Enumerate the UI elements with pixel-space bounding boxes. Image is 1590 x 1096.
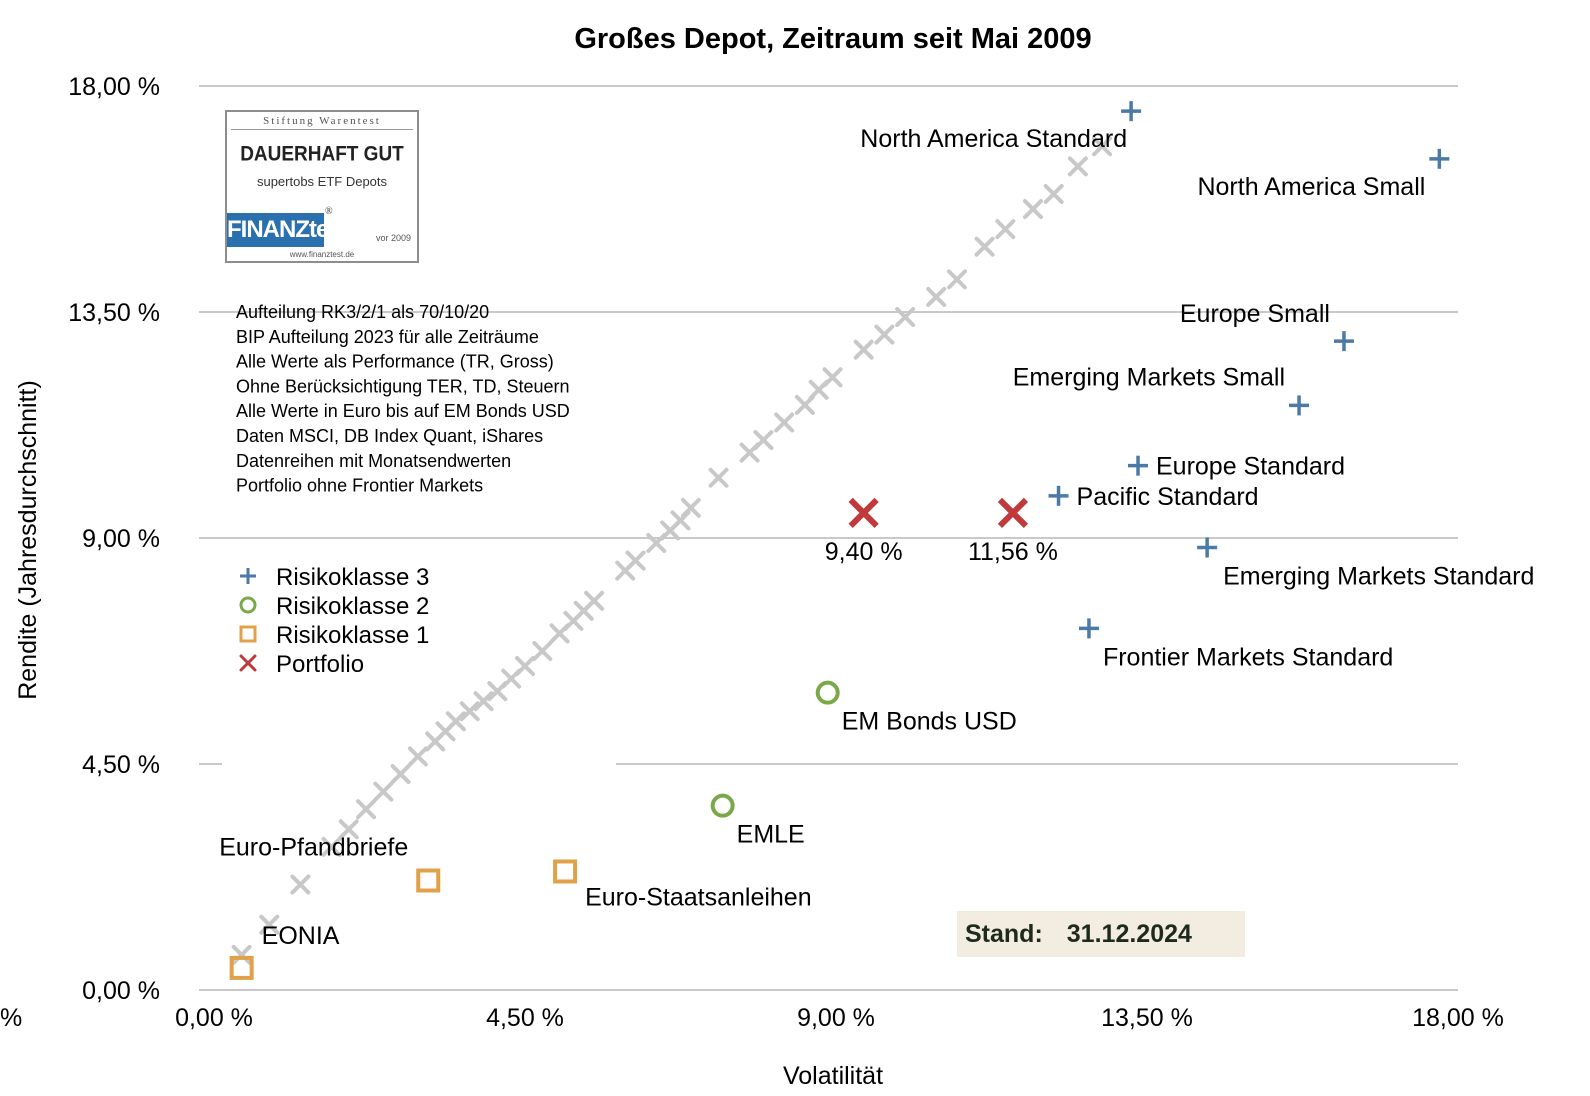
legend-entry: Portfolio: [276, 651, 365, 678]
legend-entry: Risikoklasse 1: [276, 622, 430, 649]
y-tick-label: 18,00 %: [68, 73, 160, 101]
point-label: 9,40 %: [824, 537, 903, 566]
diagonal-point: [1046, 186, 1062, 202]
diagonal-point: [476, 693, 492, 709]
note-line: Daten MSCI, DB Index Quant, iShares: [236, 426, 544, 446]
data-point: [818, 683, 838, 703]
point-label: EM Bonds USD: [841, 707, 1017, 736]
data-point: [1289, 395, 1309, 415]
data-point: [1334, 331, 1354, 351]
circle-marker: [713, 796, 733, 816]
legend-marker: [241, 598, 255, 612]
stand-date: 31.12.2024: [1066, 920, 1192, 948]
diagonal-point: [234, 947, 250, 963]
legend-entry: Risikoklasse 2: [276, 593, 430, 620]
seal-divider: [231, 129, 413, 130]
point-label: Euro-Pfandbriefe: [219, 833, 409, 862]
diagonal-point: [876, 327, 892, 343]
x-tick-label-edge: %: [0, 1004, 23, 1032]
diagonal-point: [977, 239, 993, 255]
note-line: Alle Werte als Performance (TR, Gross): [236, 351, 554, 372]
diagonal-point: [755, 432, 771, 448]
chart-title: Großes Depot, Zeitraum seit Mai 2009: [574, 23, 1092, 55]
point-label: Emerging Markets Small: [1012, 363, 1286, 392]
diagonal-point: [393, 766, 409, 782]
note-line: Aufteilung RK3/2/1 als 70/10/20: [236, 302, 490, 322]
y-tick-label: 0,00 %: [82, 977, 160, 1005]
point-label: EONIA: [261, 921, 340, 950]
data-point: [1049, 486, 1069, 506]
note-line: Datenreihen mit Monatsendwerten: [236, 450, 512, 471]
diagonal-point: [410, 748, 426, 764]
point-label: Europe Standard: [1156, 452, 1346, 481]
x-tick-label: 4,50 %: [486, 1004, 564, 1032]
legend-marker: [240, 568, 256, 584]
seal-sub-text: supertobs ETF Depots: [256, 174, 388, 189]
diagonal-point: [517, 658, 533, 674]
finanztest-seal: [225, 110, 419, 263]
point-label: Frontier Markets Standard: [1102, 643, 1394, 672]
x-tick-label: 9,00 %: [797, 1004, 875, 1032]
data-point: [1079, 618, 1099, 638]
notes-block: [236, 302, 570, 496]
diagonal-point: [683, 500, 699, 516]
x-tick-label: 13,50 %: [1101, 1004, 1193, 1032]
diagonal-point: [375, 784, 391, 800]
data-point: [1000, 500, 1026, 526]
square-marker: [241, 627, 255, 641]
stand-label: Stand:: [965, 920, 1043, 948]
note-line: BIP Aufteilung 2023 für alle Zeiträume: [236, 326, 539, 347]
data-point: [713, 796, 733, 816]
stand-date-box: [957, 911, 1245, 957]
diagonal-point: [358, 801, 374, 817]
data-point: [1197, 538, 1217, 558]
diagonal-point: [997, 221, 1013, 237]
x-tick-label: 0,00 %: [175, 1004, 253, 1032]
seal-top-text: Stiftung Warentest: [263, 115, 381, 127]
seal-main-text: DAUERHAFT GUT: [240, 142, 404, 166]
circle-marker: [241, 598, 255, 612]
point-label: Pacific Standard: [1076, 482, 1259, 511]
data-point: [1128, 456, 1148, 476]
registered-mark-icon: ®: [325, 206, 333, 217]
point-label: North America Standard: [860, 125, 1128, 154]
diagonal-point: [776, 414, 792, 430]
data-point: [555, 861, 575, 881]
y-tick-label: 9,00 %: [82, 525, 160, 553]
circle-marker: [818, 683, 838, 703]
x-axis-label: Volatilität: [782, 1062, 884, 1090]
seal-brand-logo: FINANZtest: [227, 213, 324, 247]
legend: [240, 564, 429, 678]
diagonal-point: [711, 470, 727, 486]
legend-marker: [241, 656, 255, 670]
diagonal-point: [448, 713, 464, 729]
point-label: Emerging Markets Standard: [1223, 562, 1535, 591]
diagonal-point: [949, 271, 965, 287]
diagonal-point: [928, 289, 944, 305]
y-axis-label: Rendite (Jahresdurchschnitt): [14, 380, 42, 700]
diagonal-point: [628, 553, 644, 569]
note-line: Ohne Berücksichtigung TER, TD, Steuern: [236, 376, 570, 397]
diagonal-point: [462, 703, 478, 719]
diagonal-point: [292, 877, 308, 893]
y-tick-label: 4,50 %: [82, 751, 160, 779]
square-marker: [555, 861, 575, 881]
note-line: Alle Werte in Euro bis auf EM Bonds USD: [236, 401, 570, 422]
diagonal-point: [1070, 158, 1086, 174]
x-tick-label: 18,00 %: [1412, 1004, 1504, 1032]
legend-marker: [241, 627, 255, 641]
data-point: [418, 871, 438, 891]
point-label: EMLE: [736, 820, 805, 849]
seal-url-text: www.finanztest.de: [289, 250, 355, 259]
diagonal-point: [586, 593, 602, 609]
legend-entry: Risikoklasse 3: [276, 564, 430, 591]
diagonal-point: [856, 342, 872, 358]
diagonal-point: [825, 369, 841, 385]
point-label: 11,56 %: [967, 537, 1058, 566]
data-point: [851, 500, 877, 526]
point-label: Europe Small: [1179, 300, 1330, 329]
seal-date-text: vor 2009: [375, 233, 411, 243]
point-label: North America Small: [1197, 172, 1426, 201]
square-marker: [418, 871, 438, 891]
y-tick-label: 13,50 %: [68, 299, 160, 327]
note-line: Portfolio ohne Frontier Markets: [236, 475, 484, 496]
data-point: [1429, 149, 1449, 169]
point-label: Euro-Staatsanleihen: [585, 883, 812, 912]
diagonal-point: [1025, 201, 1041, 217]
diagonal-point: [534, 643, 550, 659]
data-point: [1121, 101, 1141, 121]
